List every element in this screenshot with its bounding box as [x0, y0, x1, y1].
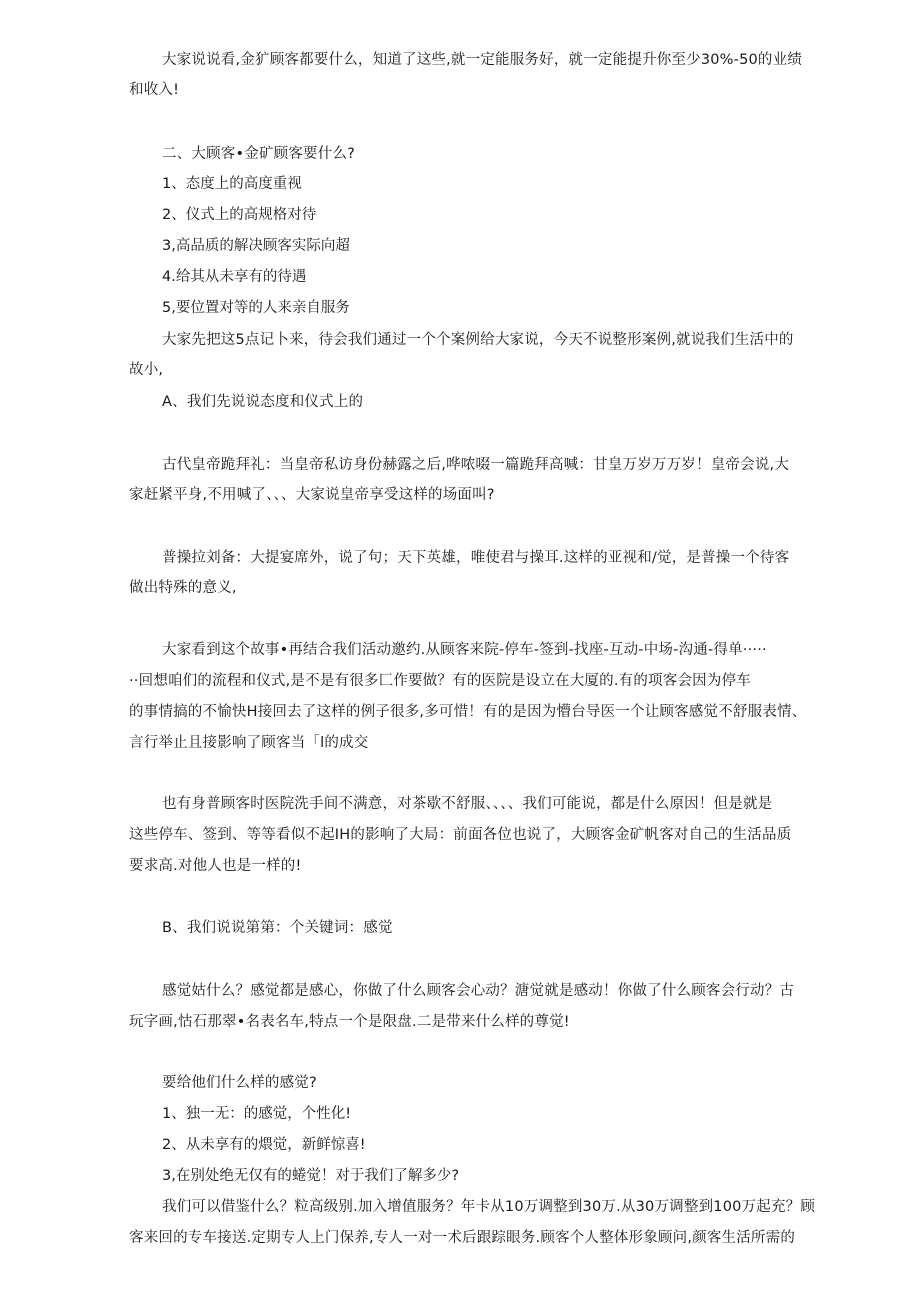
paragraph-line: 玩字画,怙石那翠•名表名车,特点一个是限盘.二是带来什么样的尊觉!	[129, 1014, 570, 1030]
list-item: 1、独一无：的感觉，个性化!	[162, 1106, 352, 1122]
paragraph-line: 大家看到这个故事•再结合我们活动邀约.从顾客来院-停车-签到-找座-互动-中场-沟通-得单·····	[162, 642, 767, 658]
paragraph-line: 言行举止且接影响了顾客当「l的成交	[129, 735, 369, 751]
paragraph-line: 感觉姑什么？感觉都是感心，你做了什么顾客会心动？溏觉就是感动！你做了什么顾客会行动？古	[162, 983, 795, 999]
paragraph-line: 这些停车、签到、等等看似不起IH的影响了大局：前面各位也说了，大顾客金矿帆客对自己的生活品质	[129, 827, 792, 843]
paragraph-line: ··回想咱们的流程和仪式,是不是有很多匚作要做？有的医院是设立在大厦的.有的项客会因为停车	[129, 673, 751, 689]
list-item: 4.给其从未享有的待遇	[162, 269, 307, 285]
list-item: 3,在别处绝无仅有的蜷觉！对于我们了解多少?	[162, 1168, 460, 1184]
list-item: 2、从未享有的煨觉，新鲜惊喜!	[162, 1137, 366, 1153]
subsection-heading: A、我们先说说态度和仪式上的	[162, 394, 364, 410]
list-item: 3,高品质的解决顾客实际向超	[162, 238, 350, 254]
subsection-heading: B、我们说说第第：个关键词：感觉	[162, 920, 393, 936]
paragraph-line: 也有身普顾客时医院洗手间不满意，对茶歇不舒服、、、、我们可能说，都是什么原因！但是就是	[162, 796, 773, 812]
paragraph-line: 的事情搞的不愉快H接回去了这样的例子很多,多可惜！有的是因为懵台导医一个让顾客感觉不舒服表情、	[129, 704, 807, 720]
paragraph-line: 大家说说看,金犷顾客都要什么，知道了这些,就一定能服务好，就一定能提升你至少30%-50的业绩	[162, 52, 803, 68]
paragraph-line: 和收入!	[129, 82, 180, 98]
paragraph-line: 客来回的专车接送.定期专人上门保养,专人一对一术后跟踪眼务.顾客个人整体形象顾问,颜客生活所需的	[129, 1230, 796, 1246]
paragraph-line: 我们可以借鉴什么？粒高级别.加入增值服务？年卡从10万调整到30万.从30万调整到100万起充？顾	[162, 1199, 816, 1215]
list-item: 5,要位置对等的人来亲自服务	[162, 300, 350, 316]
list-item: 2、仪式上的高规格对待	[162, 207, 317, 223]
paragraph-line: 做出特殊的意义,	[129, 580, 237, 596]
paragraph-line: 故小,	[129, 362, 164, 378]
section-heading: 二、大顾客•金矿顾客要什么?	[162, 146, 356, 162]
paragraph-line: 要求高.对他人也是一样的!	[129, 858, 302, 874]
paragraph-line: 大家先把这5点记卜来，待会我们通过一个个案例给大家说，今天不说整形案例,就说我们生活中的	[162, 332, 794, 348]
paragraph-line: 普操拉刘备：大提宴席外，说了句；天下英雄，唯使君与操耳.这样的亚视和/觉，是普操一个待客	[162, 550, 790, 566]
list-item: 1、态度上的高度重视	[162, 176, 302, 192]
paragraph-line: 古代皇帝跪拜礼：当皇帝私访身份赫露之后,哗哝啜一篇跪拜高喊：甘皇万岁万万岁！皇帝会说,大	[162, 457, 790, 473]
paragraph-line: 要给他们什么样的感觉?	[162, 1075, 317, 1091]
paragraph-line: 家赶紧平身,不用喊了、、、大家说皇帝享受这样的场面叫?	[129, 487, 495, 503]
